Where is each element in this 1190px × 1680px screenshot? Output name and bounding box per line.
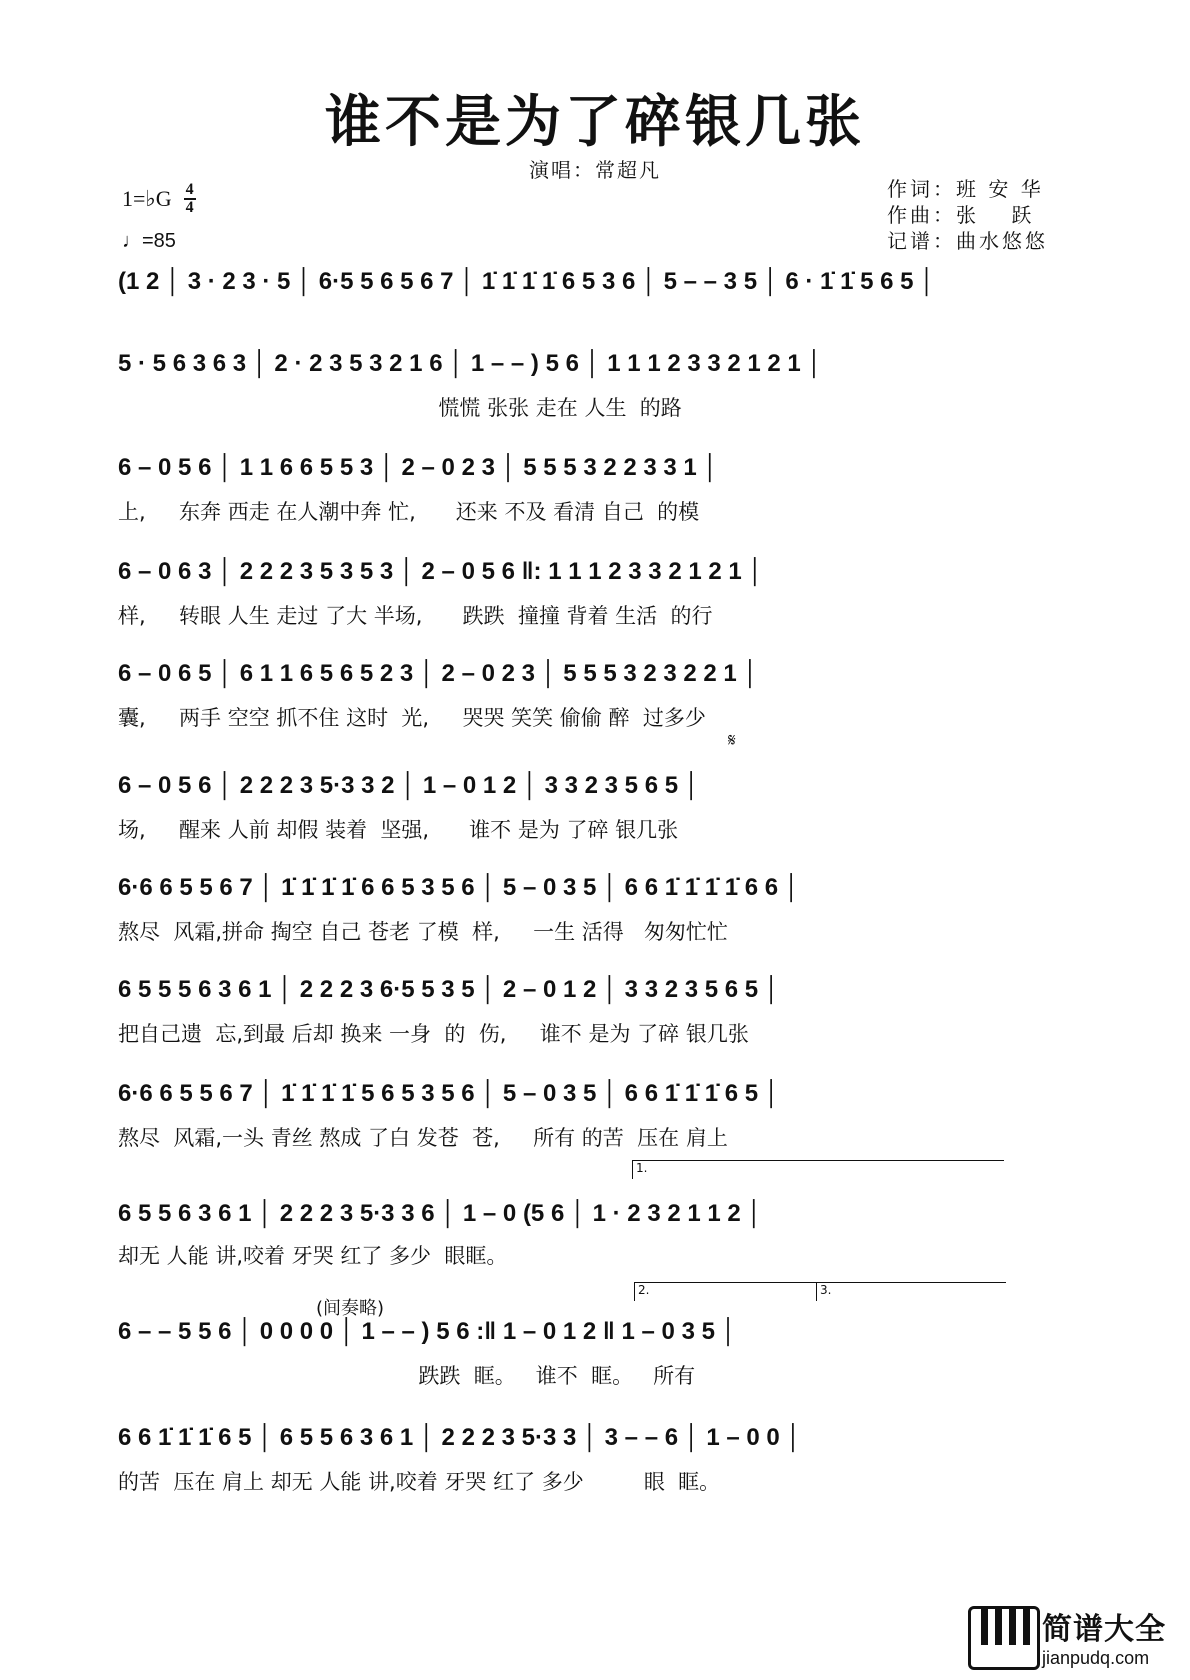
notation-line: 6 6 1̇ 1̇ 1̇ 6 5 │ 6 5 5 6 3 6 1 │ 2 2 2 3 5·3 3 │ 3 – – 6 │ 1 – 0 0 │ <box>118 1424 802 1451</box>
notation-line: 6·6 6 5 5 6 7 │ 1̇ 1̇ 1̇ 1̇ 5 6 5 3 5 6 │ 5 – 0 3 5 │ 6 6 1̇ 1̇ 1̇ 6 5 │ <box>118 1080 780 1107</box>
music-row-7 <box>118 868 1073 908</box>
song-title: 谁不是为了碎银几张 <box>325 90 865 155</box>
music-row-4 <box>118 552 1073 592</box>
segno-mark: 𝄋 <box>728 730 736 751</box>
lyrics-line: 熬尽 风霜,拼命 掏空 自己 苍老 了模 样, 一生 活得 匆匆忙忙 <box>118 920 728 944</box>
notation-line: 6 5 5 6 3 6 1 │ 2 2 2 3 5·3 3 6 │ 1 – 0 (5 6 │ 1 · 2 3 2 1 1 2 │ <box>118 1200 763 1227</box>
notation-line: 6 – – 5 5 6 │ 0 0 0 0 │ 1 – – ) 5 6 :‖ 1 – 0 1 2 ‖ 1 – 0 3 5 │ <box>118 1318 737 1345</box>
composer-credit: 作曲：张 跃 <box>887 203 1035 227</box>
notation-line: 6 – 0 6 3 │ 2 2 2 3 5 3 5 3 │ 2 – 0 5 6 ‖: 1 1 1 2 3 3 2 1 2 1 │ <box>118 558 764 585</box>
lyrics-line: 熬尽 风霜,一头 青丝 熬成 了白 发苍 苍, 所有 的苦 压在 肩上 <box>118 1126 728 1150</box>
watermark-url: jianpudq.com <box>1042 1648 1150 1668</box>
lyrics-line: 囊, 两手 空空 抓不住 这时 光, 哭哭 笑笑 偷偷 醉 过多少 <box>118 706 706 730</box>
music-row-9 <box>118 1074 1073 1114</box>
music-row-3 <box>118 448 1073 488</box>
notation-line: 6 – 0 5 6 │ 1 1 6 6 5 5 3 │ 2 – 0 2 3 │ 5 5 5 3 2 2 3 3 1 │ <box>118 454 719 481</box>
music-row-12 <box>118 1418 1073 1458</box>
time-sig-numerator: 4 <box>185 181 194 198</box>
tempo-marking: ♩=85 <box>122 230 176 252</box>
music-row-10 <box>118 1194 1073 1234</box>
time-sig-denominator: 4 <box>185 199 194 216</box>
lyricist-credit: 作词：班 安 华 <box>887 177 1044 201</box>
lyrics-line: 场, 醒来 人前 却假 装着 坚强, 谁不 是为 了碎 银几张 <box>118 818 679 842</box>
music-row-2 <box>118 344 1073 384</box>
volta-1: 1. <box>632 1160 1004 1179</box>
piano-logo-icon <box>968 1606 1040 1670</box>
transcriber-credit: 记谱：曲水悠悠 <box>887 229 1048 253</box>
notation-line: (1 2 │ 3 · 2 3 · 5 │ 6·5 5 6 5 6 7 │ 1̇ 1̇ 1̇ 1̇ 6 5 3 6 │ 5 – – 3 5 │ 6 · 1̇ 1̇ 5 6 5 │ <box>118 268 936 295</box>
music-row-1 <box>118 262 1073 302</box>
lyrics-line: 跌跌 眶。 谁不 眶。 所有 <box>118 1364 696 1388</box>
lyrics-line: 的苦 压在 肩上 却无 人能 讲,咬着 牙哭 红了 多少 眼 眶。 <box>118 1470 721 1494</box>
key-label: 1=♭G <box>122 186 172 211</box>
volta-2: 2. <box>634 1282 816 1301</box>
music-row-8 <box>118 970 1073 1010</box>
credits-block <box>887 176 1048 254</box>
lyrics-line: 上, 东奔 西走 在人潮中奔 忙, 还来 不及 看清 自己 的模 <box>118 500 700 524</box>
key-signature <box>122 182 196 216</box>
notation-line: 6 – 0 6 5 │ 6 1 1 6 5 6 5 2 3 │ 2 – 0 2 3 │ 5 5 5 3 2 3 2 2 1 │ <box>118 660 759 687</box>
singer-credit: 演唱：常超凡 <box>529 158 661 182</box>
lyrics-line: 样, 转眼 人生 走过 了大 半场, 跌跌 撞撞 背着 生活 的行 <box>118 604 713 628</box>
watermark-name: 简谱大全 <box>1042 1612 1166 1647</box>
notation-line: 6 5 5 5 6 3 6 1 │ 2 2 2 3 6·5 5 3 5 │ 2 – 0 1 2 │ 3 3 2 3 5 6 5 │ <box>118 976 780 1003</box>
notation-line: 5 · 5 6 3 6 3 │ 2 · 2 3 5 3 2 1 6 │ 1 – – ) 5 6 │ 1 1 1 2 3 3 2 1 2 1 │ <box>118 350 823 377</box>
lyrics-line: 却无 人能 讲,咬着 牙哭 红了 多少 眼眶。 <box>118 1244 508 1268</box>
notation-line: 6·6 6 5 5 6 7 │ 1̇ 1̇ 1̇ 1̇ 6 6 5 3 5 6 │ 5 – 0 3 5 │ 6 6 1̇ 1̇ 1̇ 1̇ 6 6 │ <box>118 874 800 901</box>
notation-line: 6 – 0 5 6 │ 2 2 2 3 5·3 3 2 │ 1 – 0 1 2 │ 3 3 2 3 5 6 5 │ <box>118 772 700 799</box>
lyrics-line: 慌慌 张张 走在 人生 的路 <box>118 396 682 420</box>
interlude-note: (间奏略) <box>316 1298 385 1319</box>
music-row-5 <box>118 654 1073 694</box>
music-row-6 <box>118 766 1073 806</box>
lyrics-line <box>118 312 1073 342</box>
lyrics-line: 把自己遗 忘,到最 后却 换来 一身 的 伤, 谁不 是为 了碎 银几张 <box>118 1022 749 1046</box>
music-row-11 <box>118 1312 1073 1352</box>
volta-3: 3. <box>816 1282 1006 1301</box>
time-signature <box>184 182 196 216</box>
